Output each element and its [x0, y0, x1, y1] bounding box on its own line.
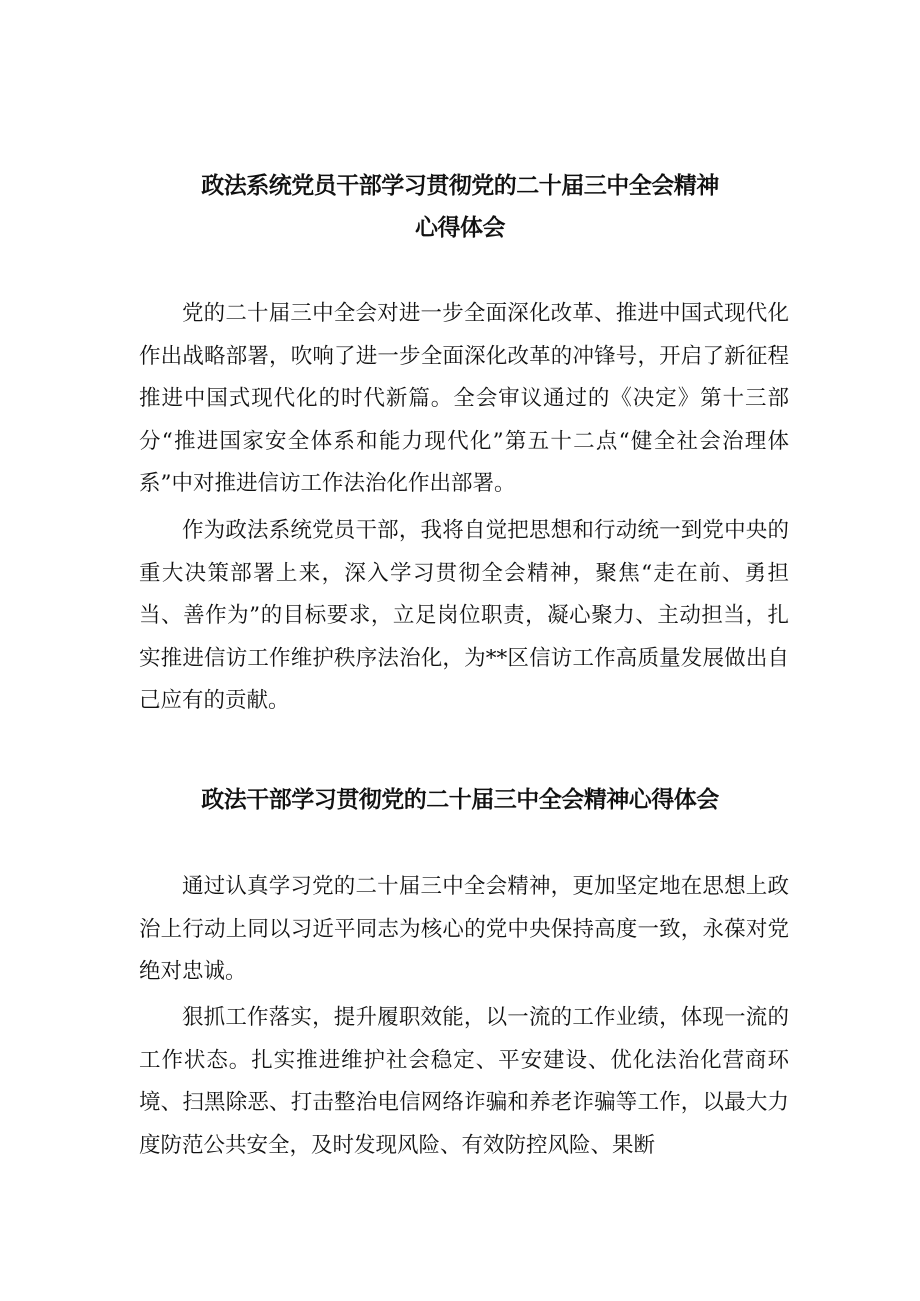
section2-title: 政法干部学习贯彻党的二十届三中全会精神心得体会 [201, 787, 719, 813]
section1-title-line1: 政法系统党员干部学习贯彻党的二十届三中全会精神 [201, 173, 719, 199]
section1-paragraph-2: 作为政法系统党员干部，我将自觉把思想和行动统一到党中央的重大决策部署上来，深入学习贯彻全会精神，聚焦“走在前、勇担当、善作为”的目标要求，立足岗位职责，凝心聚力、主动担当，扎实推进信访工作维护秩序法治化，为**区信访工作高质量发展做出自己应有的贡献。 [139, 518, 789, 713]
section2-paragraph-1: 通过认真学习党的二十届三中全会精神，更加坚定地在思想上政治上行动上同以习近平同志为核心的党中央保持高度一致，永葆对党绝对忠诚。 [139, 874, 789, 984]
section2-paragraph-2: 狠抓工作落实，提升履职效能，以一流的工作业绩，体现一流的工作状态。扎实推进维护社会稳定、平安建设、优化法治化营商环境、扫黑除恶、打击整治电信网络诈骗和养老诈骗等工作，以最大力度防范公共安全，及时发现风险、有效防控风险、果断 [139, 1005, 789, 1158]
section1-title-line2: 心得体会 [415, 215, 505, 241]
section1-paragraph-1: 党的二十届三中全会对进一步全面深化改革、推进中国式现代化作出战略部署，吹响了进一步全面深化改革的冲锋号，开启了新征程推进中国式现代化的时代新篇。全会审议通过的《决定》第十三部分“推进国家安全体系和能力现代化”第五十二点“健全社会治理体系”中对推进信访工作法治化作出部署。 [139, 301, 789, 496]
